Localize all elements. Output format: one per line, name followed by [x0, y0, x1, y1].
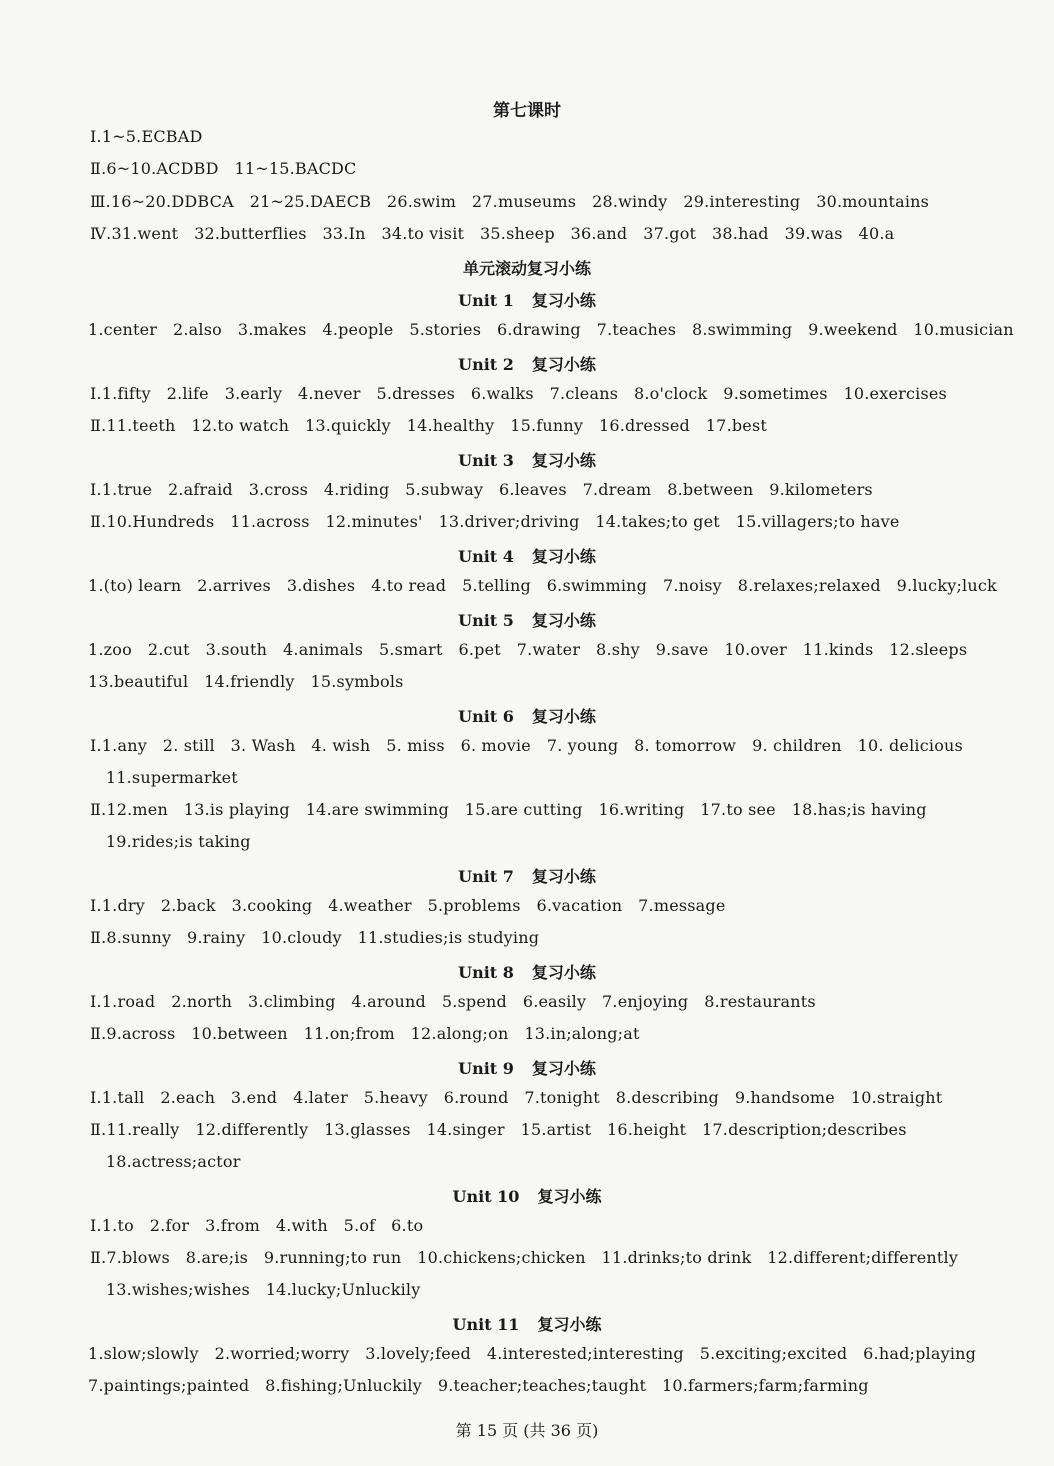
unit-heading: Unit 6 复习小练	[458, 707, 596, 726]
answer-line: Ⅱ.12.men 13.is playing 14.are swimming 15.are cutting 16.writing 17.to see 18.has;is having	[90, 800, 927, 819]
answer-line: Ⅰ.1.tall 2.each 3.end 4.later 5.heavy 6.round 7.tonight 8.describing 9.handsome 10.straight	[90, 1088, 943, 1107]
unit-heading: Unit 11 复习小练	[452, 1315, 602, 1334]
answer-line: Ⅰ.1.to 2.for 3.from 4.with 5.of 6.to	[90, 1216, 424, 1235]
answer-line: 19.rides;is taking	[90, 832, 251, 851]
answer-line: Ⅱ.11.teeth 12.to watch 13.quickly 14.healthy 15.funny 16.dressed 17.best	[90, 416, 768, 435]
unit-heading: Unit 10 复习小练	[452, 1187, 602, 1206]
unit-heading: Unit 8 复习小练	[458, 963, 596, 982]
answer-line: Ⅰ.1~5.ECBAD	[90, 127, 203, 146]
answer-line: 13.beautiful 14.friendly 15.symbols	[88, 672, 404, 691]
page-number: 第 15 页 (共 36 页)	[455, 1421, 599, 1440]
unit-heading: Unit 4 复习小练	[458, 547, 596, 566]
answer-line: Ⅰ.1.true 2.afraid 3.cross 4.riding 5.subway 6.leaves 7.dream 8.between 9.kilometers	[90, 480, 873, 499]
answer-line: Ⅱ.9.across 10.between 11.on;from 12.along;on 13.in;along;at	[90, 1024, 640, 1043]
answer-line: Ⅱ.10.Hundreds 11.across 12.minutes' 13.driver;driving 14.takes;to get 15.villagers;to have	[90, 512, 900, 531]
answer-line: Ⅱ.8.sunny 9.rainy 10.cloudy 11.studies;is studying	[90, 928, 540, 947]
answer-line: Ⅱ.7.blows 8.are;is 9.running;to run 10.chickens;chicken 11.drinks;to drink 12.different;differently	[90, 1248, 959, 1267]
answer-line: Ⅱ.11.really 12.differently 13.glasses 14.singer 15.artist 16.height 17.description;describes	[90, 1120, 907, 1139]
answer-line: 1.(to) learn 2.arrives 3.dishes 4.to read 5.telling 6.swimming 7.noisy 8.relaxes;relaxed 9.lucky;luck	[88, 576, 997, 595]
review-section-title: 单元滚动复习小练	[462, 259, 591, 278]
answer-line: 7.paintings;painted 8.fishing;Unluckily 9.teacher;teaches;taught 10.farmers;farm;farming	[88, 1376, 869, 1395]
answer-line: Ⅰ.1.fifty 2.life 3.early 4.never 5.dresses 6.walks 7.cleans 8.o'clock 9.sometimes 10.exercises	[90, 384, 947, 403]
unit-heading: Unit 2 复习小练	[458, 355, 596, 374]
unit-heading: Unit 1 复习小练	[458, 291, 596, 310]
answer-line: 13.wishes;wishes 14.lucky;Unluckily	[90, 1280, 421, 1299]
answer-line: Ⅰ.1.any 2. still 3. Wash 4. wish 5. miss 6. movie 7. young 8. tomorrow 9. children 10. delicious	[90, 736, 963, 755]
answer-line: Ⅲ.16~20.DDBCA 21~25.DAECB 26.swim 27.museums 28.windy 29.interesting 30.mountains	[90, 192, 930, 211]
answer-line: 1.zoo 2.cut 3.south 4.animals 5.smart 6.pet 7.water 8.shy 9.save 10.over 11.kinds 12.sleeps	[88, 640, 968, 659]
unit-heading: Unit 7 复习小练	[458, 867, 596, 886]
answer-line: 1.center 2.also 3.makes 4.people 5.stories 6.drawing 7.teaches 8.swimming 9.weekend 10.musician	[88, 320, 1014, 339]
answer-line: 18.actress;actor	[90, 1152, 241, 1171]
answer-line: Ⅰ.1.dry 2.back 3.cooking 4.weather 5.problems 6.vacation 7.message	[90, 896, 726, 915]
answer-line: 11.supermarket	[90, 768, 238, 787]
answer-line: Ⅳ.31.went 32.butterflies 33.In 34.to visit 35.sheep 36.and 37.got 38.had 39.was 40.a	[90, 224, 895, 243]
unit-heading: Unit 3 复习小练	[458, 451, 596, 470]
answer-line: Ⅱ.6~10.ACDBD 11~15.BACDC	[90, 159, 357, 178]
unit-heading: Unit 9 复习小练	[458, 1059, 596, 1078]
unit-heading: Unit 5 复习小练	[458, 611, 596, 630]
lesson-title: 第七课时	[493, 101, 561, 121]
answer-line: 1.slow;slowly 2.worried;worry 3.lovely;feed 4.interested;interesting 5.exciting;excited 6.had;playing	[88, 1344, 977, 1363]
answer-line: Ⅰ.1.road 2.north 3.climbing 4.around 5.spend 6.easily 7.enjoying 8.restaurants	[90, 992, 816, 1011]
